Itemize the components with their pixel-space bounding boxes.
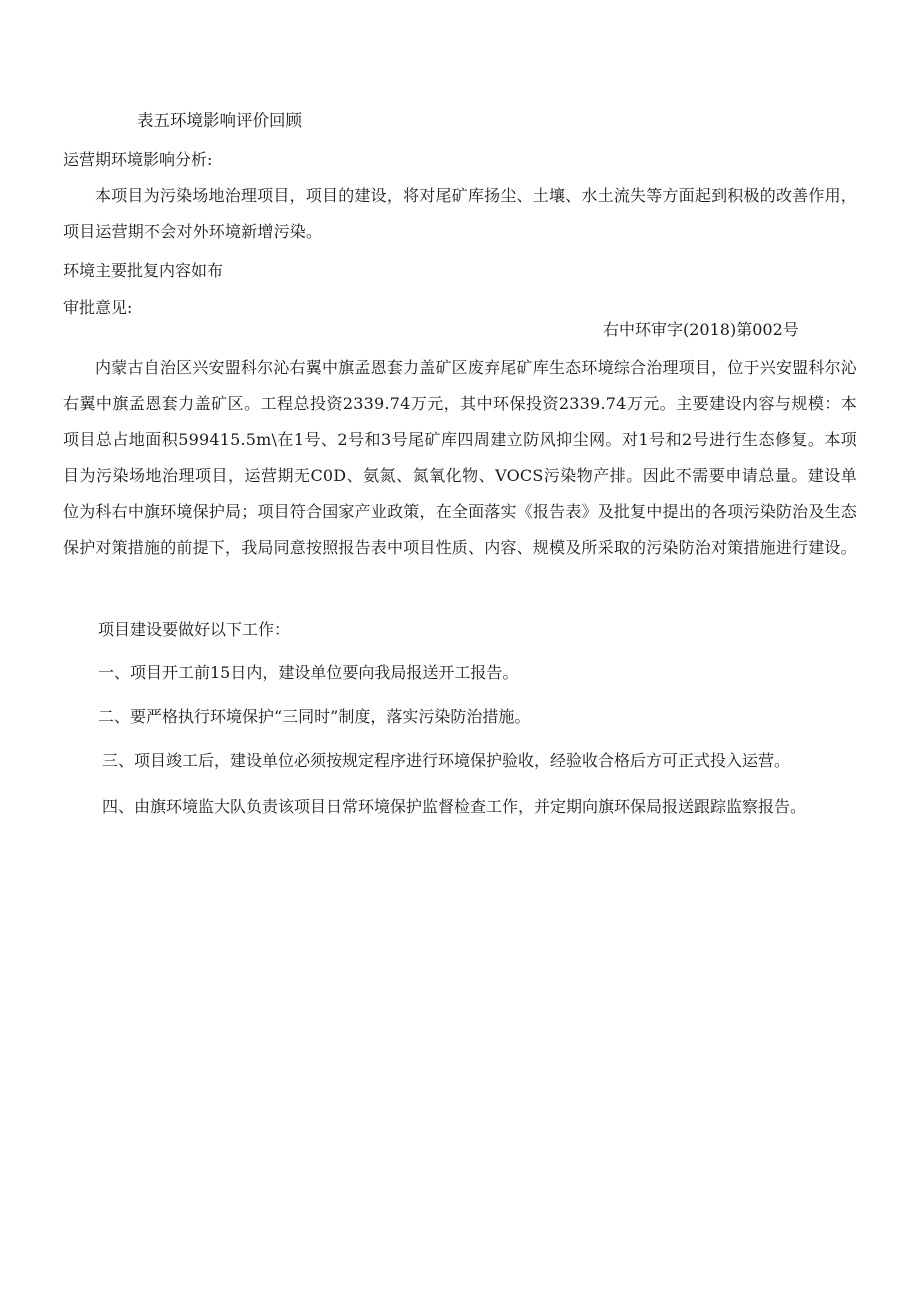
approval-opinion-heading: 审批意见:	[63, 298, 133, 317]
approval-document-number: 右中环审字(2018)第002号	[603, 320, 799, 339]
requirement-item-2: 二、要严格执行环境保护“三同时”制度，落实污染防治措施。	[98, 707, 531, 726]
requirement-item-4: 四、由旗环境监大队负责该项目日常环境保护监督检查工作，并定期向旗环保局报送跟踪监察报告。	[102, 797, 807, 816]
operation-impact-heading: 运营期环境影响分析:	[63, 150, 213, 169]
requirement-item-1: 一、项目开工前15日内，建设单位要向我局报送开工报告。	[98, 663, 519, 682]
document-title: 表五环境影响评价回顾	[137, 111, 302, 130]
requirements-intro: 项目建设要做好以下工作：	[98, 620, 291, 639]
requirement-item-3: 三、项目竣工后，建设单位必须按规定程序进行环境保护验收，经验收合格后方可正式投入运营。	[102, 751, 791, 770]
operation-impact-paragraph: 本项目为污染场地治理项目，项目的建设，将对尾矿库扬尘、土壤、水土流失等方面起到积极的改善作用，项目运营期不会对外环境新增污染。	[63, 186, 857, 241]
approval-content-heading: 环境主要批复内容如布	[63, 261, 224, 280]
approval-opinion-paragraph: 内蒙古自治区兴安盟科尔沁右翼中旗孟恩套力盖矿区废弃尾矿库生态环境综合治理项目，位于兴安盟科尔沁右翼中旗孟恩套力盖矿区。工程总投资2339.74万元，其中环保投资2339.74万元。主要建设内容与规模：本项目总占地面积599415.5m\在1号、2号和3号尾矿库四周建立防风抑尘网。对1号和2号进行生态修复。本项目为污染场地治理项目，运营期无C0D、氨氮、氮氧化物、VOCS污染物产排。因此不需要申请总量。建设单位为科右中旗环境保护局；项目符合国家产业政策，在全面落实《报告表》及批复中提出的各项污染防治及生态保护对策措施的前提下，我局同意按照报告表中项目性质、内容、规模及所采取的污染防治对策措施进行建设。	[63, 358, 857, 557]
